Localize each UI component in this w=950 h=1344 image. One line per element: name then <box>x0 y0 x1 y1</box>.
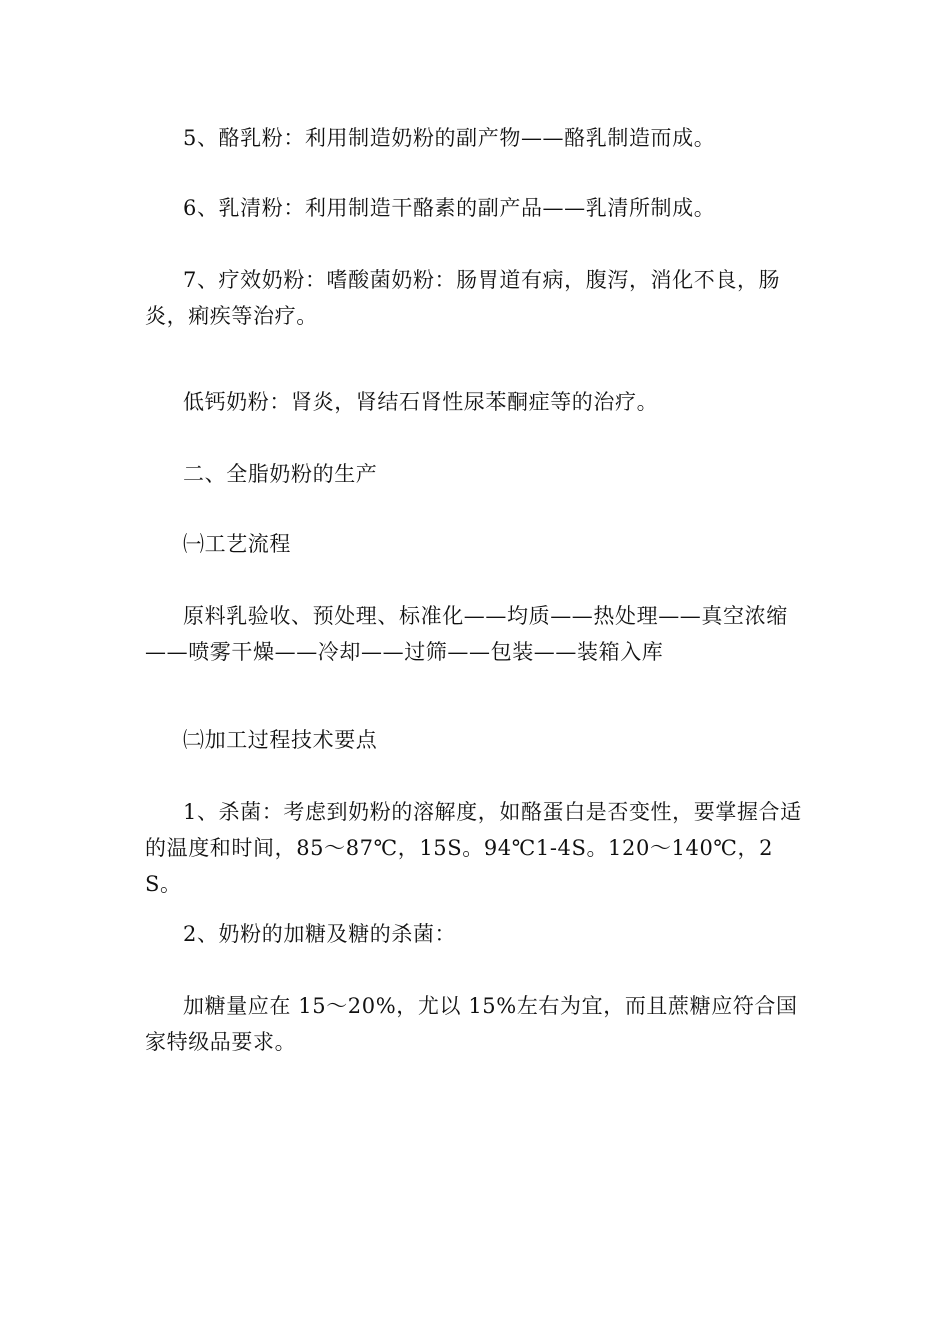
subsection-heading-process-flow: ㈠工艺流程 <box>183 532 291 556</box>
paragraph-sugar-amount: 加糖量应在 15～20%，尤以 15%左右为宜，而且蔗糖应符合国家特级品要求。 <box>145 994 798 1054</box>
paragraph-process-flow: 原料乳验收、预处理、标准化——均质——热处理——真空浓缩——喷雾干燥——冷却——过筛——包装——装箱入库 <box>145 604 788 664</box>
paragraph-sugar-addition-heading: 2、奶粉的加糖及糖的杀菌： <box>183 922 457 946</box>
paragraph-whey-powder: 6、乳清粉：利用制造干酪素的副产品——乳清所制成。 <box>183 196 716 220</box>
subsection-heading-technical-points: ㈡加工过程技术要点 <box>183 728 378 752</box>
section-heading-whole-milk-powder: 二、全脂奶粉的生产 <box>183 462 378 486</box>
paragraph-therapeutic-milk-powder: 7、疗效奶粉：嗜酸菌奶粉：肠胃道有病，腹泻，消化不良，肠炎，痢疾等治疗。 <box>145 268 781 328</box>
paragraph-low-calcium-milk-powder: 低钙奶粉：肾炎，肾结石肾性尿苯酮症等的治疗。 <box>183 390 659 414</box>
paragraph-sterilization: 1、杀菌：考虑到奶粉的溶解度，如酪蛋白是否变性，要掌握合适的温度和时间，85～87℃，15S。94℃1-4S。120～140℃，2S。 <box>145 800 802 896</box>
paragraph-buttermilk-powder: 5、酪乳粉：利用制造奶粉的副产物——酪乳制造而成。 <box>183 126 716 150</box>
